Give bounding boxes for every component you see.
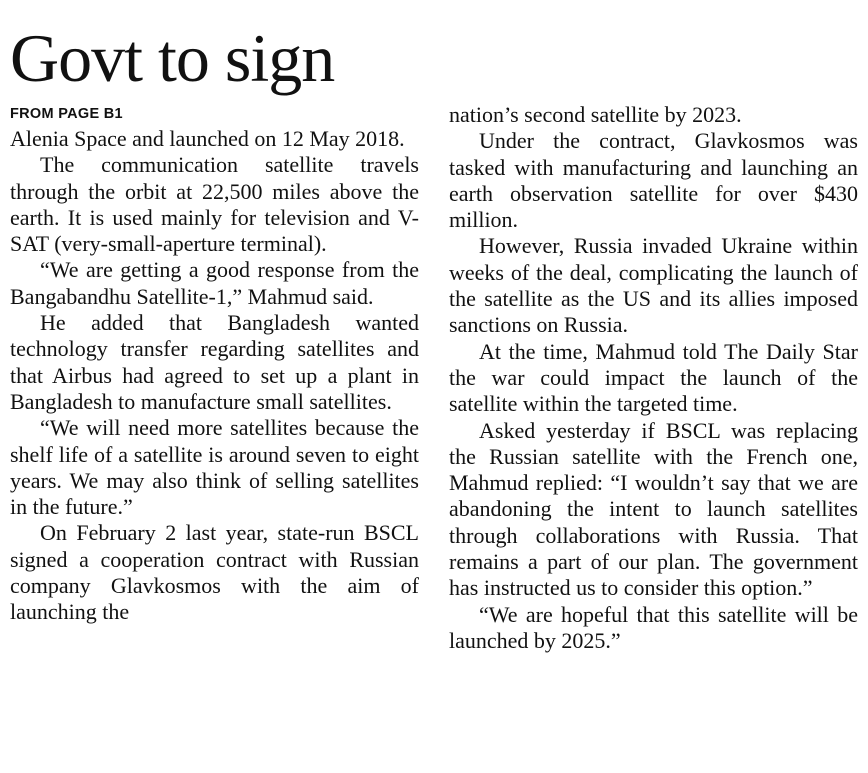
paragraph: “We will need more satellites because the shelf life of a satellite is around seven to eight years. We may also think of selling satellites in the future.”: [10, 415, 419, 520]
paragraph: However, Russia invaded Ukraine within weeks of the deal, complicating the launch of the satellite as the US and its allies imposed sanctions on Russia.: [449, 233, 858, 338]
paragraph: At the time, Mahmud told The Daily Star the war could impact the launch of the satellite within the targeted time.: [449, 338, 858, 417]
article-column-right: [449, 102, 858, 654]
headline: Govt to sign: [10, 20, 335, 96]
paragraph: He added that Bangladesh wanted technology transfer regarding satellites and that Airbus had agreed to set up a plant in Bangladesh to manufacture small satellites.: [10, 310, 419, 414]
paragraph: The communication satellite travels through the orbit at 22,500 miles above the earth. It is used mainly for television and V-SAT (very-small-aperture terminal).: [10, 152, 419, 257]
paragraph: Under the contract, Glavkosmos was tasked with manufacturing and launching an earth observation satellite for over $430 million.: [449, 128, 858, 233]
paragraph: “We are getting a good response from the Bangabandhu Satellite-1,” Mahmud said.: [10, 257, 419, 309]
paragraph: Alenia Space and launched on 12 May 2018.: [10, 126, 405, 151]
paragraph: On February 2 last year, state-run BSCL signed a cooperation contract with Russian company Glavkosmos with the aim of launching the: [10, 520, 419, 625]
paragraph: “We are hopeful that this satellite will be launched by 2025.”: [449, 601, 858, 653]
article-column-left: [10, 102, 419, 626]
paragraph: Asked yesterday if BSCL was replacing the Russian satellite with the French one, Mahmud replied: “I wouldn’t say that we are abandoning the intent to launch satellites through collaborations with Russia. That remains a part of our plan. The government has instructed us to consider this option.”: [449, 417, 858, 601]
paragraph: nation’s second satellite by 2023.: [449, 102, 742, 127]
jump-label: FROM PAGE B1: [10, 106, 123, 122]
